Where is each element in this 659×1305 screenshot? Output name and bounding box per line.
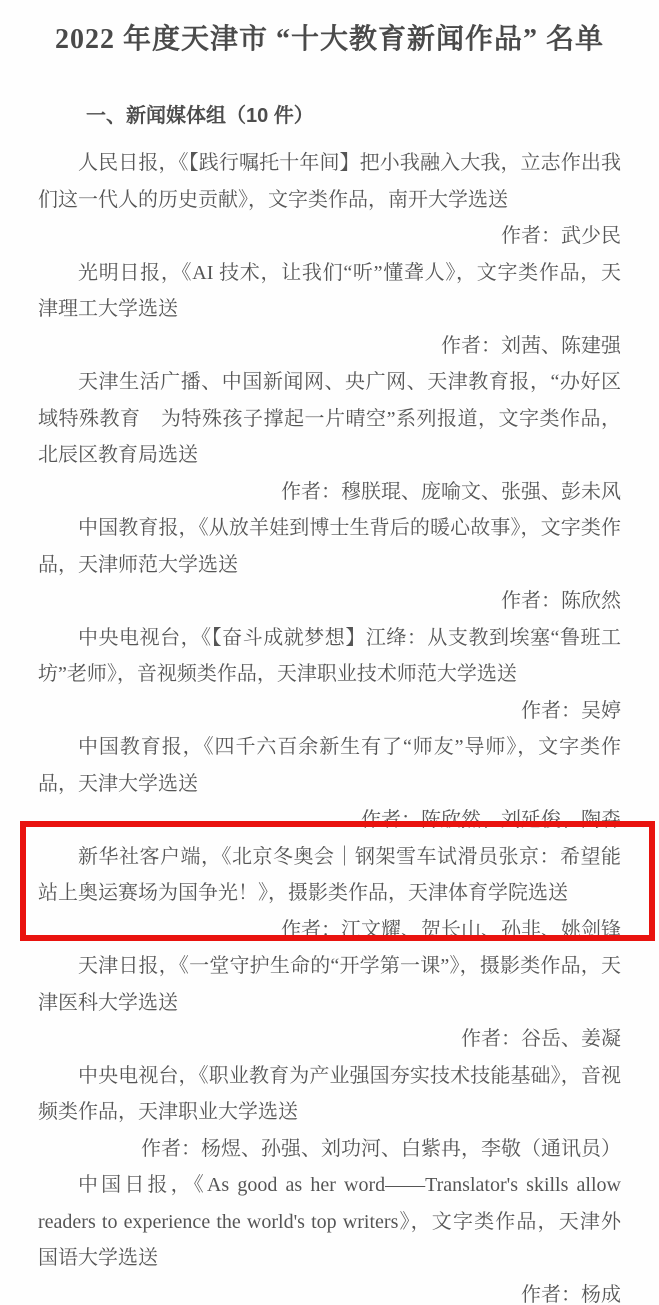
entry-body: 中国教育报，《四千六百余新生有了“师友”导师》，文字类作品，天津大学选送 <box>38 736 621 795</box>
entry <box>38 255 621 365</box>
entry-body: 中央电视台，《职业教育为产业强国夯实技术技能基础》，音视频类作品，天津职业大学选送 <box>38 1064 621 1123</box>
entry-author: 作者：武少民 <box>501 225 621 247</box>
section-heading: 一、新闻媒体组（10 件） <box>86 105 314 127</box>
entry-list <box>38 145 621 1305</box>
page-title: 2022 年度天津市 “十大教育新闻作品” 名单 <box>54 24 604 55</box>
entry <box>38 1167 621 1305</box>
entry-body: 中国教育报，《从放羊娃到博士生背后的暖心故事》，文字类作品，天津师范大学选送 <box>38 517 621 576</box>
entry-author: 作者：陈欣然、刘延俊、陶森 <box>361 809 621 831</box>
entry-author: 作者：杨煜、孙强、刘功河、白紫冉，李敬（通讯员） <box>141 1137 621 1160</box>
entry <box>38 620 621 730</box>
entry-body: 天津生活广播、中国新闻网、央广网、天津教育报，“办好区域特殊教育 为特殊孩子撑起一片晴空”系列报道，文字类作品，北辰区教育局选送 <box>38 371 621 466</box>
entry <box>38 948 621 1058</box>
entry-author: 作者：杨成 <box>521 1283 621 1305</box>
entry-author: 作者：穆朕琨、庞喻文、张强、彭未风 <box>281 480 621 503</box>
entry <box>38 729 621 839</box>
entry-body: 中国日报，《As good as her word——Translator's skills allow readers to experience the world's top writers》，文字类作品，天津外国语大学选送 <box>38 1174 621 1269</box>
entry-author: 作者：江文耀、贺长山、孙非、姚剑锋 <box>281 918 621 941</box>
entry-author: 作者：陈欣然 <box>501 590 621 612</box>
entry-body: 新华社客户端，《北京冬奥会｜钢架雪车试滑员张京：希望能站上奥运赛场为国争光！》，摄影类作品，天津体育学院选送 <box>38 845 621 904</box>
entry <box>38 145 621 255</box>
entry <box>38 364 621 510</box>
entry-author: 作者：谷岳、姜凝 <box>461 1028 621 1050</box>
entry-body: 人民日报，《【践行嘱托十年间】把小我融入大我，立志作出我们这一代人的历史贡献》，文字类作品，南开大学选送 <box>38 152 621 211</box>
entry <box>38 1058 621 1168</box>
entry-highlighted <box>38 839 621 949</box>
entry-author: 作者：吴婷 <box>521 699 621 722</box>
entry <box>38 510 621 620</box>
entry-author: 作者：刘茜、陈建强 <box>441 334 621 357</box>
entry-body: 光明日报，《AI 技术，让我们“听”懂聋人》，文字类作品，天津理工大学选送 <box>38 261 621 320</box>
entry-body: 中央电视台，《【奋斗成就梦想】江绛：从支教到埃塞“鲁班工坊”老师》，音视频类作品，天津职业技术师范大学选送 <box>38 626 621 685</box>
entry-body: 天津日报，《一堂守护生命的“开学第一课”》，摄影类作品，天津医科大学选送 <box>38 955 621 1014</box>
